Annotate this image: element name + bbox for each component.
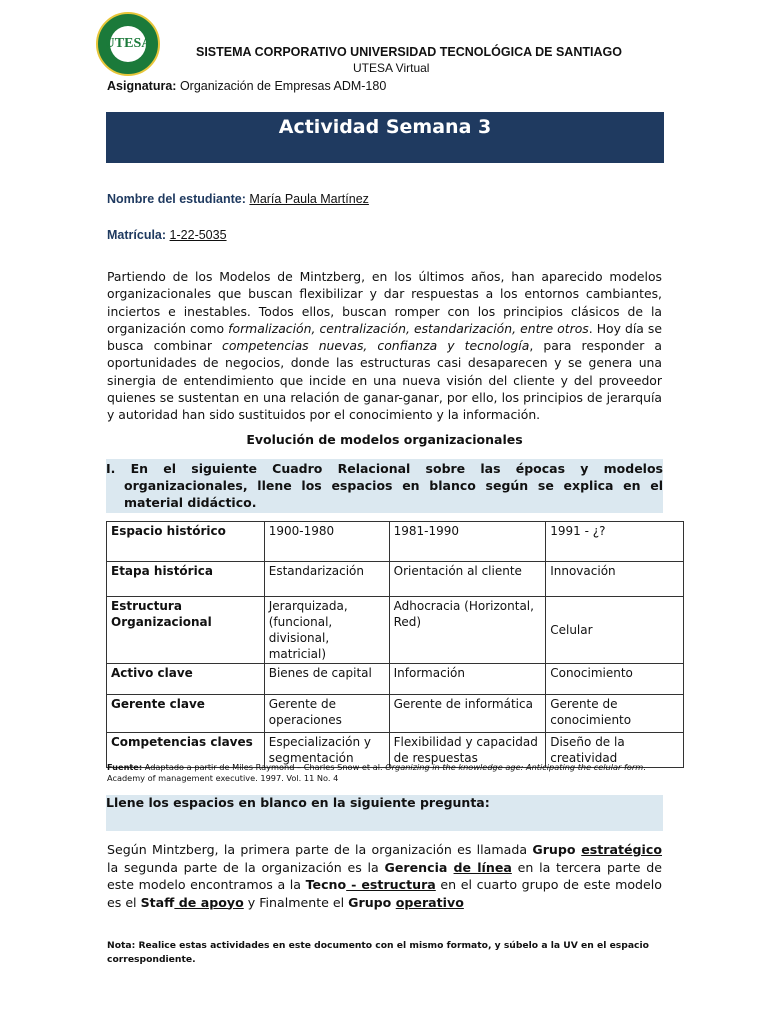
table-cell: 1900-1980 bbox=[264, 522, 389, 562]
table-cell: Gerente de operaciones bbox=[264, 695, 389, 733]
table-cell: Gerente de conocimiento bbox=[546, 695, 684, 733]
table-cell: Gerente clave bbox=[107, 695, 265, 733]
source-tail: . Academy of management executive. 1997. Vol. 11 No. 4 bbox=[107, 762, 646, 783]
answer-text: en la tercera parte de este modelo encontramos a la bbox=[107, 859, 663, 892]
table-cell: Espacio histórico bbox=[107, 522, 265, 562]
student-id-value: 1-22-5035 bbox=[169, 228, 227, 242]
table-row bbox=[107, 562, 684, 597]
answer-text: la segunda parte de la organización es la bbox=[107, 859, 385, 875]
table-row bbox=[107, 664, 684, 695]
table-row bbox=[107, 522, 684, 562]
table-cell: Adhocracia (Horizontal, Red) bbox=[389, 597, 546, 664]
student-id-line: Matrícula: 1-22-5035 bbox=[107, 228, 227, 242]
student-name-line: Nombre del estudiante: María Paula Martínez bbox=[107, 192, 369, 206]
student-name-label: Nombre del estudiante bbox=[107, 192, 242, 206]
table-cell: Información bbox=[389, 664, 546, 695]
answer-paragraph bbox=[107, 841, 662, 911]
answer-filled-blank: de línea bbox=[453, 859, 512, 875]
intro-italic-2: competencias nuevas, confianza y tecnología bbox=[222, 338, 530, 354]
table-cell: Etapa histórica bbox=[107, 562, 265, 597]
table-cell: Conocimiento bbox=[546, 664, 684, 695]
table-cell: Activo clave bbox=[107, 664, 265, 695]
instruction-text: I. En el siguiente Cuadro Relacional sobre las épocas y modelos organizacionales, llene los espacios en blanco según se explica en el material didáctico. bbox=[106, 461, 663, 510]
answer-bold: Grupo bbox=[348, 894, 396, 910]
table-cell: Competencias claves bbox=[107, 733, 265, 768]
source-label: Fuente: bbox=[107, 762, 143, 772]
table-cell: Flexibilidad y capacidad de respuestas bbox=[389, 733, 546, 768]
section-title: Evolución de modelos organizacionales bbox=[246, 432, 523, 447]
org-subtitle: UTESA Virtual bbox=[353, 61, 430, 75]
table-cell: Estandarización bbox=[264, 562, 389, 597]
table-cell: 1981-1990 bbox=[389, 522, 546, 562]
question-title: Llene los espacios en blanco en la siguiente pregunta: bbox=[106, 795, 490, 810]
table-row bbox=[107, 597, 684, 664]
source-italic: Organizing in the knowledge age: Anticipating the celular form bbox=[385, 762, 644, 772]
logo-emblem: UTESA bbox=[110, 26, 146, 62]
university-logo bbox=[96, 12, 160, 76]
subject-line bbox=[107, 79, 386, 93]
table-cell: 1991 - ¿? bbox=[546, 522, 684, 562]
intro-paragraph bbox=[107, 268, 662, 424]
relational-table bbox=[106, 521, 684, 768]
answer-bold: Gerencia bbox=[384, 859, 454, 875]
answer-filled-blank: de apoyo bbox=[174, 894, 244, 910]
intro-italic-1: formalización, centralización, estandarización, entre otros bbox=[228, 320, 589, 336]
org-title: SISTEMA CORPORATIVO UNIVERSIDAD TECNOLÓGICA DE SANTIAGO bbox=[196, 45, 622, 59]
table-source bbox=[107, 762, 667, 783]
student-id-label: Matrícula bbox=[107, 228, 162, 242]
answer-bold: Grupo bbox=[532, 842, 582, 857]
answer-filled-blank: estratégico bbox=[581, 842, 662, 857]
intro-text-2: . Hoy día se busca combinar bbox=[107, 320, 663, 354]
activity-banner bbox=[106, 112, 664, 163]
subject-label: Asignatura: bbox=[107, 79, 177, 93]
intro-text-3: , para responder a oportunidades de negocios, donde las estructuras casi desaparecen y se genera una sinergia de entendimiento que incide en una nueva visión del cliente y del proveedor quienes se sustentan en una relación de ganar-ganar, por ello, los principios de jerarquía y autoridad han sido sustituidos por el conocimiento y la información. bbox=[107, 338, 662, 423]
table-cell: Celular bbox=[546, 597, 684, 664]
table-cell: Estructura Organizacional bbox=[107, 597, 265, 664]
source-text: Adaptado a partir de Miles Raymond – Charles Snow et al. bbox=[142, 762, 386, 772]
subject-value: Organización de Empresas ADM-180 bbox=[179, 79, 387, 93]
question-box bbox=[106, 795, 663, 831]
intro-text-1: Partiendo de los Modelos de Mintzberg, en los últimos años, han aparecido modelos organizacionales que buscan flexibilizar y dar respuestas a los entornos cambiantes, inciertos e inestables. Todos ellos, buscan romper con los principios clásicos de la organización como bbox=[107, 269, 662, 336]
table-cell: Jerarquizada, (funcional, divisional, matricial) bbox=[264, 597, 389, 664]
instruction-box bbox=[106, 459, 663, 513]
table-cell: Especialización y segmentación bbox=[264, 733, 389, 768]
answer-text: en el cuarto grupo de este modelo es el bbox=[107, 877, 662, 910]
answer-text: y Finalmente el bbox=[243, 894, 349, 910]
table-cell: Gerente de informática bbox=[389, 695, 546, 733]
table-cell: Bienes de capital bbox=[264, 664, 389, 695]
table-cell: Diseño de la creatividad bbox=[546, 733, 684, 768]
student-name-value: María Paula Martínez bbox=[249, 192, 369, 206]
answer-filled-blank: operativo bbox=[395, 894, 464, 910]
answer-filled-blank: - estructura bbox=[346, 877, 436, 892]
table-row bbox=[107, 695, 684, 733]
answer-bold: Staff bbox=[140, 894, 175, 910]
activity-title: Actividad Semana 3 bbox=[278, 116, 492, 138]
answer-text: Según Mintzberg, la primera parte de la organización es llamada bbox=[107, 842, 533, 857]
table-cell: Orientación al cliente bbox=[389, 562, 546, 597]
answer-bold: Tecno bbox=[305, 877, 347, 892]
footer-note: Nota: Realice estas actividades en este documento con el mismo formato, y súbelo a la UV en el espacio correspondiente. bbox=[107, 940, 649, 965]
table-cell: Innovación bbox=[546, 562, 684, 597]
